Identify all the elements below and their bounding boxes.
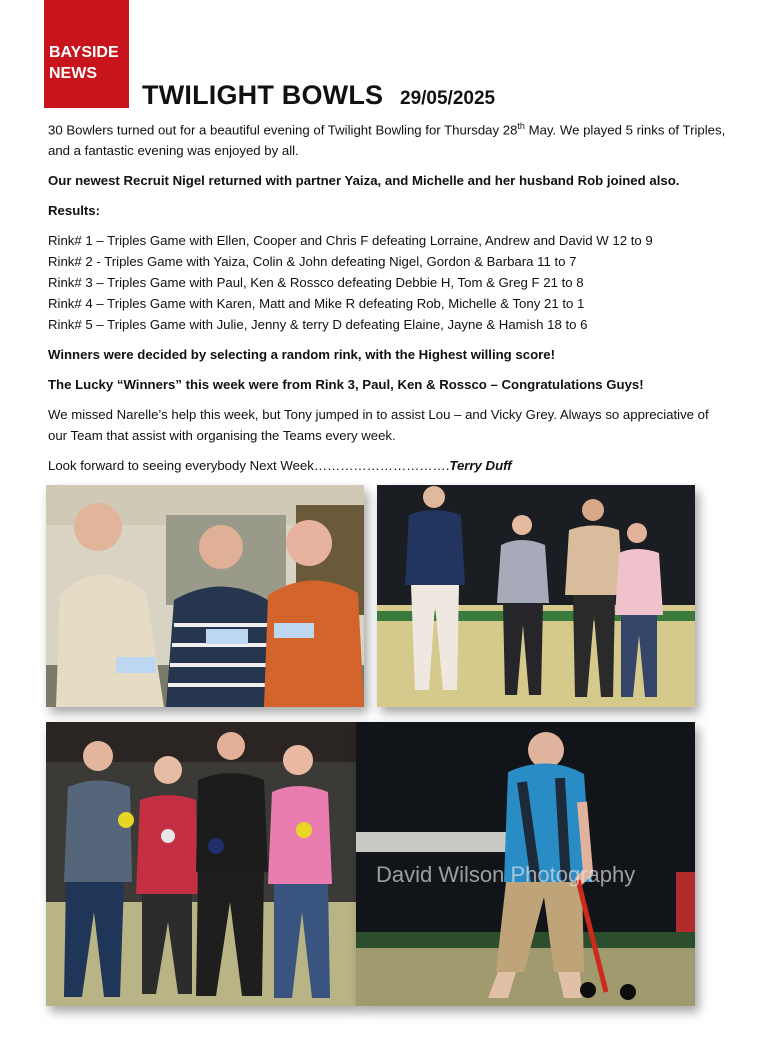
bayside-news-logo <box>44 0 129 108</box>
logo-line-1: BAYSIDE <box>49 44 119 61</box>
lucky-winners: The Lucky “Winners” this week were from Rink 3, Paul, Ken & Rossco – Congratulations Guys! <box>48 377 644 393</box>
intro-superscript: th <box>517 121 525 131</box>
result-rink-1: Rink# 1 – Triples Game with Ellen, Cooper and Chris F defeating Lorraine, Andrew and David W 12 to 9 <box>48 233 653 249</box>
signature: Terry Duff <box>449 458 512 474</box>
page-title: TWILIGHT BOWLS <box>142 80 384 110</box>
article-body <box>48 116 728 485</box>
photo-winners-vouchers <box>46 485 364 707</box>
winners-rule: Winners were decided by selecting a random rink, with the Highest willing score! <box>48 347 555 363</box>
closing-line: Look forward to seeing everybody Next Week………………………….Terry Duff <box>48 458 512 474</box>
thanks-paragraph: We missed Narelle’s help this week, but Tony jumped in to assist Lou – and Vicky Grey. Always so appreciative of our Team that assist with organising the Teams every week. <box>48 407 709 444</box>
result-rink-5: Rink# 5 – Triples Game with Julie, Jenny & terry D defeating Elaine, Jayne & Hamish 18 to 6 <box>48 317 588 333</box>
results-list <box>48 230 728 335</box>
photo-man-bowling <box>356 722 695 1006</box>
result-rink-3: Rink# 3 – Triples Game with Paul, Ken & Rossco defeating Debbie H, Tom & Greg F 21 to 8 <box>48 275 584 291</box>
result-rink-2: Rink# 2 - Triples Game with Yaiza, Colin & John defeating Nigel, Gordon & Barbara 11 to 7 <box>48 254 577 270</box>
photo-ladies-with-bowls <box>46 722 356 1006</box>
page-date: 29/05/2025 <box>400 88 496 109</box>
photo-watermark: David Wilson Photography <box>376 862 636 887</box>
recruits-paragraph: Our newest Recruit Nigel returned with partner Yaiza, and Michelle and her husband Rob joined also. <box>48 173 680 189</box>
results-heading: Results: <box>48 203 101 219</box>
intro-paragraph: 30 Bowlers turned out for a beautiful evening of Twilight Bowling for Thursday 28th May. We played 5 rinks of Triples, and a fantastic evening was enjoyed by all. <box>48 121 726 159</box>
logo-line-2: NEWS <box>49 65 97 82</box>
photo-walking-on-green <box>377 485 695 707</box>
result-rink-4: Rink# 4 – Triples Game with Karen, Matt and Mike R defeating Rob, Michelle & Tony 21 to 1 <box>48 296 585 312</box>
